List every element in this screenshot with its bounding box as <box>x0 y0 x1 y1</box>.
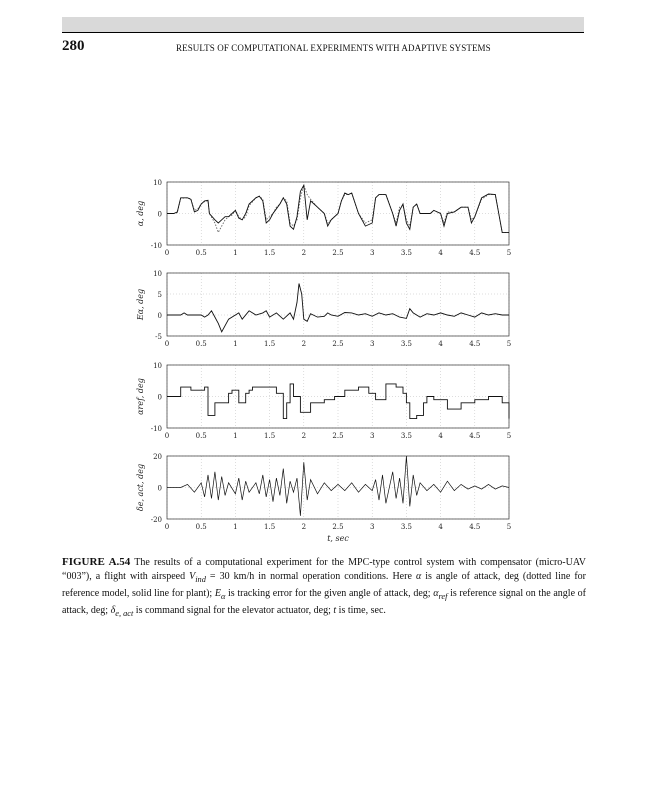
x-tick-label: 3.5 <box>400 432 412 440</box>
series-line <box>167 185 509 232</box>
caption-subscript: α <box>220 592 226 601</box>
x-tick-label: 2.5 <box>332 523 344 531</box>
x-tick-label: 3.5 <box>400 340 412 348</box>
running-head: RESULTS OF COMPUTATIONAL EXPERIMENTS WITH ADAPTIVE SYSTEMS <box>176 43 491 53</box>
caption-text: is angle of attack, deg (dotted line for reference model, solid line for plant); <box>62 571 586 599</box>
x-tick-label: 4 <box>438 432 443 440</box>
caption-text: = 30 km/h in normal operation conditions. Here <box>205 571 416 582</box>
y-tick-label: 0 <box>157 484 162 493</box>
caption-text: is tracking error for the given angle of attack, deg; <box>225 588 434 599</box>
x-tick-label: 1.5 <box>264 340 276 348</box>
y-tick-label: 0 <box>157 210 162 219</box>
caption-symbol: δ <box>110 605 116 616</box>
figure-label: FIGURE A.54 <box>62 556 131 568</box>
x-tick-label: 2.5 <box>332 432 344 440</box>
caption-symbol: t <box>333 605 337 616</box>
x-tick-label: 5 <box>506 340 512 348</box>
caption-symbol: α <box>433 588 439 599</box>
y-tick-label: -10 <box>150 242 162 250</box>
x-tick-label: 2 <box>301 249 307 257</box>
x-tick-label: 1.5 <box>264 249 276 257</box>
x-tick-label: 3 <box>369 340 375 348</box>
x-tick-label: 1 <box>233 523 238 531</box>
caption-symbol: α <box>415 571 422 582</box>
figure-plots <box>100 175 530 550</box>
page-number: 280 <box>62 38 85 54</box>
x-tick-label: 0.5 <box>195 249 207 257</box>
x-tick-label: 4.5 <box>469 432 481 440</box>
x-axis-label: t, sec <box>327 534 349 543</box>
caption-text: is reference signal on the angle of attack, deg; <box>62 588 586 616</box>
x-tick-label: 3 <box>369 432 375 440</box>
x-tick-label: 5 <box>506 432 512 440</box>
caption-subscript: e, act <box>115 609 134 618</box>
x-tick-label: 2 <box>301 523 307 531</box>
caption-subscript: ref <box>438 592 448 601</box>
y-tick-label: -10 <box>150 425 162 433</box>
y-tick-label: 10 <box>153 179 162 187</box>
caption-text: The results of a computational experiment for the MPC-type control system with compensator (micro-UAV “003”), a flight with airspeed <box>62 557 586 582</box>
x-tick-label: 0 <box>164 249 170 257</box>
y-tick-label: -5 <box>155 333 162 341</box>
y-tick-label: 10 <box>153 270 162 278</box>
x-tick-label: 5 <box>506 523 512 531</box>
x-tick-label: 0 <box>164 432 170 440</box>
x-tick-label: 4 <box>438 523 443 531</box>
y-axis-label: α, deg <box>136 200 145 227</box>
caption-text: is command signal for the elevator actuator, deg; <box>133 605 334 616</box>
figure <box>100 175 530 555</box>
x-tick-label: 3 <box>369 523 375 531</box>
y-tick-label: 10 <box>153 362 162 370</box>
x-tick-label: 3.5 <box>400 523 412 531</box>
y-tick-label: 5 <box>157 291 162 299</box>
y-tick-label: 0 <box>157 312 162 320</box>
x-tick-label: 0.5 <box>195 340 207 348</box>
x-tick-label: 3 <box>369 249 375 257</box>
x-tick-label: 0 <box>164 340 170 348</box>
x-tick-label: 3.5 <box>400 249 412 257</box>
x-tick-label: 4.5 <box>469 249 481 257</box>
x-tick-label: 5 <box>506 249 512 257</box>
x-tick-label: 2 <box>301 432 307 440</box>
x-tick-label: 1 <box>233 249 238 257</box>
x-tick-label: 1.5 <box>264 523 276 531</box>
series-line <box>167 456 509 516</box>
x-tick-label: 0.5 <box>195 523 207 531</box>
caption-text: is time, sec. <box>336 605 386 616</box>
x-tick-label: 0.5 <box>195 432 207 440</box>
y-axis-label: δe, act, deg <box>136 463 145 512</box>
y-tick-label: -20 <box>150 516 162 524</box>
y-tick-label: 20 <box>153 453 162 461</box>
x-tick-label: 2.5 <box>332 340 344 348</box>
caption-symbol: E <box>214 588 221 599</box>
x-tick-label: 4.5 <box>469 523 481 531</box>
x-tick-label: 1 <box>233 432 238 440</box>
x-tick-label: 1 <box>233 340 238 348</box>
x-tick-label: 1.5 <box>264 432 276 440</box>
figure-caption <box>62 555 586 621</box>
series-line <box>167 185 509 232</box>
caption-subscript: ind <box>195 575 206 584</box>
x-tick-label: 0 <box>164 523 170 531</box>
x-tick-label: 4 <box>438 340 443 348</box>
header-bar <box>62 17 584 33</box>
caption-symbol: V <box>189 571 196 582</box>
x-tick-label: 2 <box>301 340 307 348</box>
x-tick-label: 4.5 <box>469 340 481 348</box>
y-axis-label: αref, deg <box>136 378 145 415</box>
x-tick-label: 4 <box>438 249 443 257</box>
y-tick-label: 0 <box>157 393 162 402</box>
y-axis-label: Eα, deg <box>136 288 145 321</box>
x-tick-label: 2.5 <box>332 249 344 257</box>
